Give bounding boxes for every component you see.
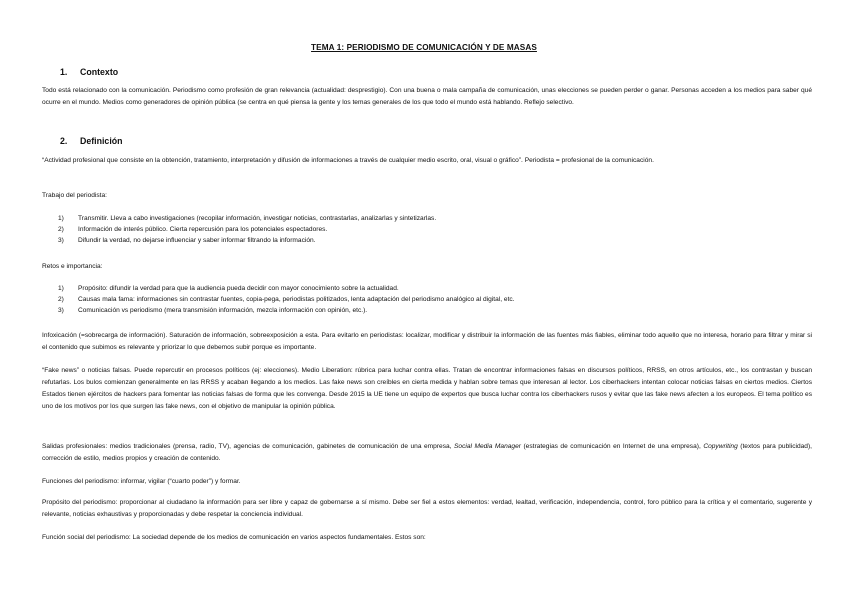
document-title: TEMA 1: PERIODISMO DE COMUNICACIÓN Y DE MASAS bbox=[311, 43, 537, 52]
salidas-text: (textos para publicidad), corrección de estilo, medios propios y creación de contenido. bbox=[42, 443, 812, 462]
list-item bbox=[58, 305, 778, 316]
section-heading-definicion bbox=[60, 136, 123, 146]
list-item bbox=[58, 283, 778, 294]
list-number: 3) bbox=[58, 307, 64, 314]
section-number: 2. bbox=[60, 136, 68, 146]
list-item bbox=[58, 294, 778, 305]
list-item bbox=[58, 213, 778, 224]
salidas-text: (estrategias de comunicación en Internet de una empresa), bbox=[520, 443, 704, 450]
section-heading-contexto bbox=[60, 67, 118, 77]
paragraph-contexto: Todo está relacionado con la comunicación. Periodismo como profesión de gran relevancia (actualidad: desprestigio). Con una buena o mala campaña de comunicación, unas elecciones se pueden perder o ganar. Personas acceden a los medios para saber qué ocurre en el mundo. Medios como generadores de opinión pública (se centra en qué piensa la gente y los temas generales de los que todo el mundo está hablando. Reflejo selectivo. bbox=[42, 87, 812, 106]
label-trabajo: Trabajo del periodista: bbox=[42, 192, 107, 199]
list-item bbox=[58, 235, 778, 246]
list-text: Comunicación vs periodismo (mera transmisión información, mezcla información con opinión, etc.). bbox=[78, 307, 368, 314]
section-title: Contexto bbox=[80, 67, 119, 77]
list-number: 1) bbox=[58, 215, 64, 222]
list-number: 2) bbox=[58, 296, 64, 303]
list-item bbox=[58, 224, 778, 235]
list-retos bbox=[58, 283, 778, 316]
salidas-italic-copywriting: Copywriting bbox=[703, 443, 738, 450]
paragraph-funciones: Funciones del periodismo: informar, vigilar (“cuarto poder”) y formar. bbox=[42, 478, 241, 485]
salidas-italic-smm: Social Media Manager bbox=[454, 443, 521, 450]
section-number: 1. bbox=[60, 67, 68, 77]
paragraph-infoxicacion: Infoxicación (=sobrecarga de información). Saturación de información, sobreexposición a esta. Para evitarlo en periodistas: localizar, modificar y distribuir la información de las fuentes más fiables, eliminar todo aquello que no interesa, horario para filtrar y mirar si el contenido que subimos es relevante y priorizar lo que debemos subir porque es importante. bbox=[42, 332, 812, 351]
list-number: 1) bbox=[58, 285, 64, 292]
section-title: Definición bbox=[80, 136, 123, 146]
list-trabajo bbox=[58, 213, 778, 246]
label-retos: Retos e importancia: bbox=[42, 263, 103, 270]
paragraph-salidas bbox=[42, 441, 812, 465]
salidas-text: Salidas profesionales: medios tradicionales (prensa, radio, TV), agencias de comunicación, gabinetes de comunicación de una empresa, bbox=[42, 443, 454, 450]
paragraph-funcion-social: Función social del periodismo: La sociedad depende de los medios de comunicación en varios aspectos fundamentales. Estos son: bbox=[42, 534, 426, 541]
list-text: Causas mala fama: informaciones sin contrastar fuentes, copia-pega, periodistas politizados, lenta adaptación del periodismo analógico al digital, etc. bbox=[78, 296, 515, 303]
list-text: Difundir la verdad, no dejarse influenciar y saber informar filtrando la información. bbox=[78, 237, 316, 244]
paragraph-fake-news: “Fake news” o noticias falsas. Puede repercutir en procesos políticos (ej: elecciones). Medio Liberation: rúbrica para luchar contra ellas. Tratan de encontrar informaciones falsas en discursos políticos, RRSS, en otros artículos, etc., los contrastan y buscan refutarlas. Los bulos comienzan generalmente en las RRSS y acaban llegando a los medios. Las fake news son creíbles en cierta medida y hablan sobre temas que interesan al lector. Los ciberhackers intentan colocar noticias falsas en ciertos medios. Ciertos Estados tienen ejércitos de hackers para fomentar las noticias falsas de forma que les convenga. Desde 2015 la UE tiene un equipo de expertos que busca luchar contra los ciberhackers rusos y evitar que las fake news afecten a los europeos. El tema político es uno de los motivos por los que surgen las fake news, con el objetivo de manipular la opinión pública. bbox=[42, 367, 812, 410]
list-text: Transmitir. Lleva a cabo investigaciones (recopilar información, investigar noticias, contrastarlas, analizarlas y sintetizarlas. bbox=[78, 215, 437, 222]
list-number: 3) bbox=[58, 237, 64, 244]
list-text: Propósito: difundir la verdad para que la audiencia pueda decidir con mayor conocimiento sobre la actualidad. bbox=[78, 285, 399, 292]
list-text: Información de interés público. Cierta repercusión para los potenciales espectadores. bbox=[78, 226, 328, 233]
list-number: 2) bbox=[58, 226, 64, 233]
paragraph-definicion: “Actividad profesional que consiste en la obtención, tratamiento, interpretación y difusión de informaciones a través de cualquier medio escrito, oral, visual o gráfico”. Periodista = profesional de la comunicación. bbox=[42, 157, 654, 164]
paragraph-proposito: Propósito del periodismo: proporcionar al ciudadano la información para ser libre y capaz de gobernarse a sí mismo. Debe ser fiel a estos elementos: verdad, lealtad, verificación, independencia, control, foro público para la crítica y el comentario, sugerente y relevante, noticias exhaustivas y proporcionadas y debe respetar la conciencia individual. bbox=[42, 499, 812, 518]
